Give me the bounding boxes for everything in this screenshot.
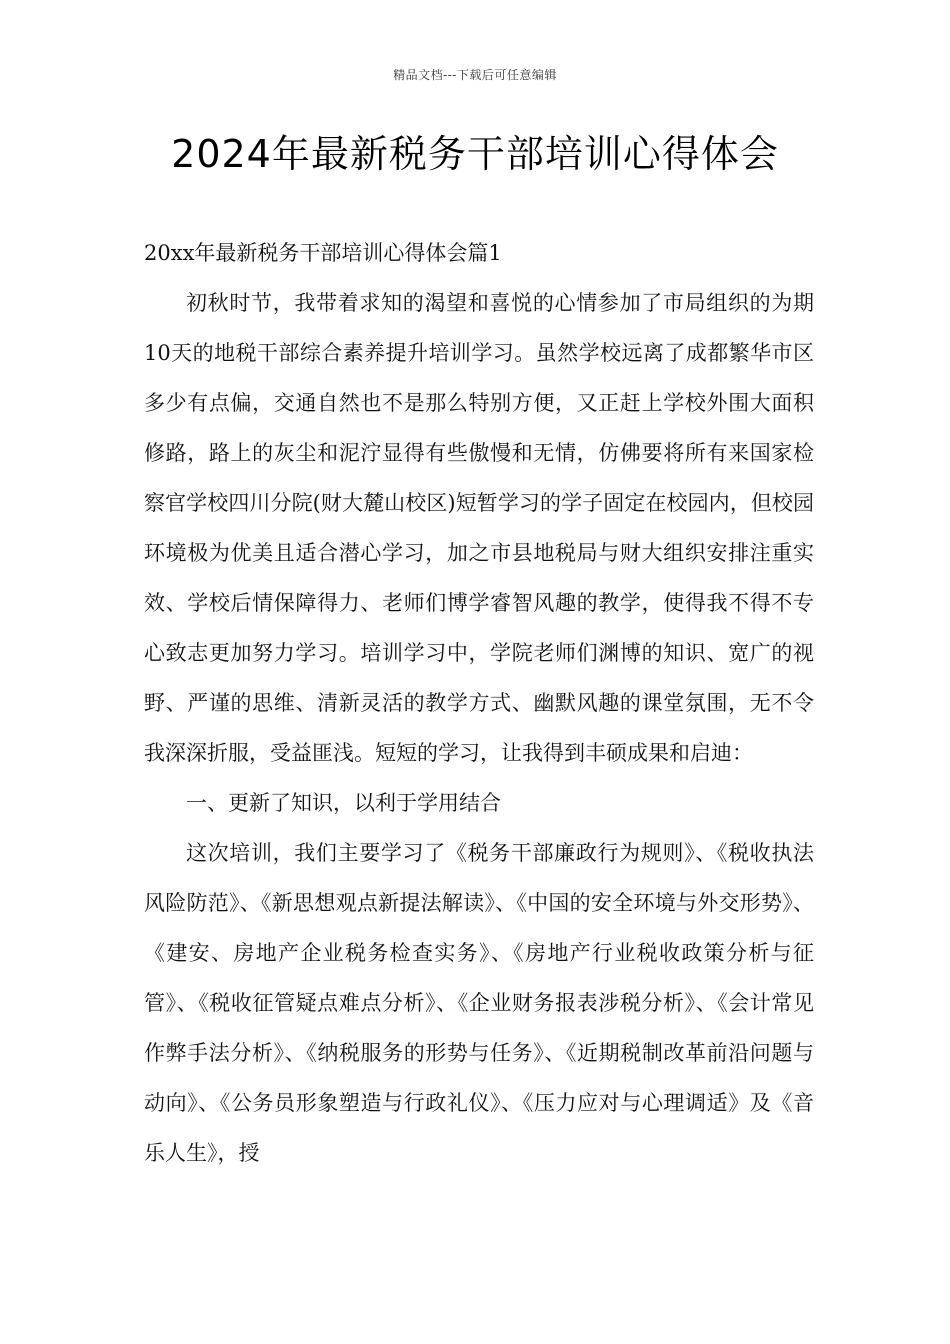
- paragraph-intro: 初秋时节，我带着求知的渴望和喜悦的心情参加了市局组织的为期10天的地税干部综合素养提升培训学习。虽然学校远离了成都繁华市区多少有点偏，交通自然也不是那么特别方便，又正赶上学校外围大面积修路，路上的灰尘和泥泞显得有些傲慢和无情，仿佛要将所有来国家检察官学校四川分院(财大麓山校区)短暂学习的学子固定在校园内，但校园环境极为优美且适合潜心学习，加之市县地税局与财大组织安排注重实效、学校后情保障得力、老师们博学睿智风趣的教学，使得我不得不专心致志更加努力学习。培训学习中，学院老师们渊博的知识、宽广的视野、严谨的思维、清新灵活的教学方式、幽默风趣的课堂氛围，无不令我深深折服，受益匪浅。短短的学习，让我得到丰硕成果和启迪：: [144, 291, 814, 765]
- section-subtitle: 20xx年最新税务干部培训心得体会篇1: [144, 241, 502, 265]
- document-body: [144, 228, 814, 1178]
- paragraph-courses: 这次培训，我们主要学习了《税务干部廉政行为规则》、《税收执法风险防范》、《新思想观点新提法解读》、《中国的安全环境与外交形势》、《建安、房地产企业税务检查实务》、《房地产行业税收政策分析与征管》、《税收征管疑点难点分析》、《企业财务报表涉税分析》、《会计常见作弊手法分析》、《纳税服务的形势与任务》、《近期税制改革前沿问题与动向》、《公务员形象塑造与行政礼仪》、《压力应对与心理调适》及《音乐人生》，授: [144, 841, 814, 1165]
- section-heading-1: 一、更新了知识，以利于学用结合: [186, 791, 501, 815]
- page-title: 2024年最新税务干部培训心得体会: [171, 132, 779, 176]
- header-note: 精品文档---下载后可任意编辑: [393, 68, 557, 82]
